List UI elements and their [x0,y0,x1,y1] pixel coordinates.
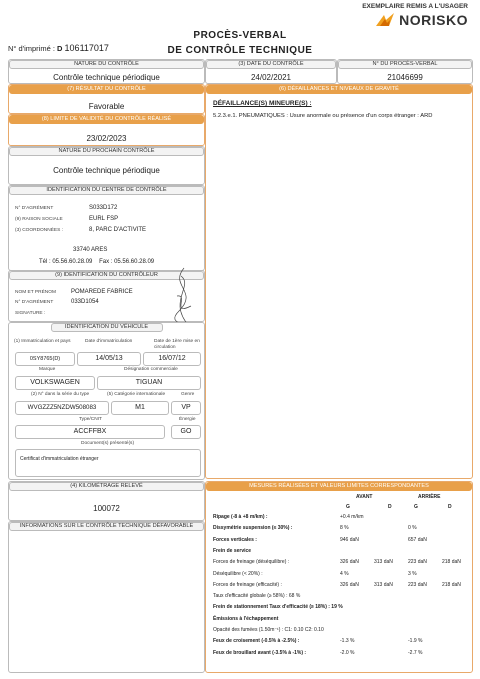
immat-label: (1) Immatriculation et pays [14,339,71,344]
measure-label: Feux de croisement (-0.5% à -2.5%) : [213,638,300,645]
measure-value: 8 % [340,525,349,532]
measure-value: 218 daN [442,559,461,566]
measures-header: MESURES RÉALISÉES ET VALEURS LIMITES CORRESPONDANTES [206,482,472,491]
measure-value: 946 daN [340,536,359,543]
measure-value: -1.9 % [408,638,423,645]
genre-label: Genre [181,392,195,397]
centre-agrement: S033D172 [89,205,118,211]
centre-raison: EURL FSP [89,216,119,222]
vehicle-header: IDENTIFICATION DU VÉHICULE [51,323,163,332]
brand-logo [374,12,468,28]
centre-fax-label: Fax : [99,259,113,265]
measure-value: 657 daN [408,536,427,543]
measure-value: 3 % [408,570,417,577]
vehicle-box [8,322,205,480]
measure-value: 223 daN [408,559,427,566]
defects-panel [205,84,473,479]
measure-value: -2.7 % [408,649,423,656]
controller-header: (9) IDENTIFICATION DU CONTRÔLEUR [9,271,204,280]
arriere-d: D [448,504,452,510]
unfavorable-box [8,521,205,673]
cat-field: M1 [111,401,169,415]
result-box [8,84,205,114]
centre-addr1: 8, PARC D'ACTIVITE [89,227,147,233]
vin-field: WVGZZZ5NZDW508083 [15,401,109,415]
avant-d: D [388,504,392,510]
measure-value: 313 daN [374,559,393,566]
measure-label: Déséquilibre (< 20%) : [213,570,263,577]
print-number-value: 106117017 [64,43,109,53]
defect-item: 5.2.3.e.1. PNEUMATIQUES : Usure anormale ou présence d'un corps étranger : ARD [213,113,433,119]
controller-agrement: 033D1054 [71,299,99,305]
date-value: 24/02/2021 [250,73,292,82]
measure-label: Opacité des fumées (1.50m⁻¹) : C1: 0.10 C2: 0.10 [213,627,324,633]
controller-signature-label: SIGNATURE : [15,311,46,316]
first-circ-field: 16/07/12 [143,352,201,366]
pv-value: 21046699 [387,73,423,82]
measure-value: 0 % [408,525,417,532]
print-number-letter: D [57,44,63,53]
unfavorable-header: INFORMATIONS SUR LE CONTRÔLE TECHNIQUE DÉFAVORABLE [9,522,204,531]
centre-box [8,185,205,271]
model-field: TIGUAN [97,376,201,390]
print-number-label: N° d'imprimé : [8,44,55,53]
centre-fax: 05.56.60.28.09 [114,259,155,265]
measure-label: Feux de brouillard avant (-3.5% à -1%) : [213,649,307,656]
controller-agrement-label: N° D'AGRÉMENT [15,300,54,305]
copy-note: EXEMPLAIRE REMIS A L'USAGER [362,3,468,10]
docs-value: Certificat d'immatriculation étranger [20,456,99,462]
centre-tel-label: Tél : [39,259,51,265]
measure-label: Frein de service [213,547,252,554]
print-number [8,43,109,53]
brand-label: Marque [39,367,56,372]
measure-label: Émissions à l'échappement [213,615,279,622]
model-label: Désignation commerciale [124,367,178,372]
km-header: (4) KILOMÉTRAGE RELEVÉ [9,482,204,491]
measure-label: Forces de freinage (déséquilibre) : [213,559,290,566]
cat-label: (5) Catégorie internationale [107,392,166,397]
controller-name-label: NOM ET PRÉNOM [15,290,56,295]
nature-value: Contrôle technique périodique [53,73,160,82]
measure-value: 223 daN [408,581,427,588]
type-field: ACCFFBX [15,425,165,439]
next-control-header: NATURE DU PROCHAIN CONTRÔLE [9,147,204,156]
first-immat-field: 14/05/13 [77,352,141,366]
avant-header: AVANT [356,494,373,500]
measure-value: -2.0 % [340,649,355,656]
centre-header: IDENTIFICATION DU CENTRE DE CONTRÔLE [9,186,204,195]
validity-header: (8) LIMITE DE VALIDITÉ DU CONTRÔLE RÉALISÉ [9,115,204,124]
km-box [8,481,205,521]
first-circ-label: Date de 1ère mise en circulation [154,339,200,350]
date-header: (3) DATE DU CONTRÔLE [206,60,336,69]
energy-field: GO [171,425,201,439]
title-line1: PROCÈS-VERBAL [193,30,287,41]
controller-box [8,270,205,322]
type-label: Type/CNIT [79,417,102,422]
nature-box [8,59,205,84]
centre-tel: 05.56.60.28.09 [52,259,93,265]
defects-header: (6) DÉFAILLANCES ET NIVEAUX DE GRAVITÉ [206,85,472,94]
measure-label: Forces verticales : [213,536,257,543]
first-immat-label: Date d'immatriculation [85,339,133,344]
result-header: (7) RÉSULTAT DU CONTRÔLE [9,85,204,94]
centre-raison-label: (9) RAISON SOCIALE [15,217,63,222]
measure-value: 313 daN [374,581,393,588]
centre-phone [39,259,154,265]
genre-field: VP [171,401,201,415]
nature-header: NATURE DU CONTRÔLE [9,60,204,69]
measure-value: 218 daN [442,581,461,588]
measure-value: -1.3 % [340,638,355,645]
arriere-g: G [414,504,418,510]
norisko-logo-icon [374,12,396,28]
measure-label: Ripage (-8 à +8 m/km) : [213,514,268,520]
measure-label: Forces de freinage (efficacité) : [213,581,282,588]
title-line2: DE CONTRÔLE TECHNIQUE [167,45,313,56]
vin-label: (2) N° dans la série du type [31,392,90,397]
measure-value: 326 daN [340,559,359,566]
date-box [205,59,337,84]
measure-label: Dissymétrie suspension (≤ 30%) : [213,525,293,532]
km-value: 100072 [93,504,120,513]
energy-label: Énergie [179,417,196,422]
measure-value: 4 % [340,570,349,577]
measure-value: +0.4 m/km [340,514,364,520]
pv-box [337,59,473,84]
validity-box [8,114,205,146]
docs-label: Document(s) présenté(s) [81,441,135,446]
brand-field: VOLKSWAGEN [15,376,95,390]
next-control-value: Contrôle technique périodique [53,166,160,175]
measure-label: Frein de stationnement Taux d'efficacité (≥ 18%) : 19 % [213,604,343,611]
centre-addr2: 33740 ARES [73,247,108,253]
centre-agrement-label: N° D'AGRÉMENT [15,206,54,211]
result-value: Favorable [88,102,125,111]
immat-field: 0SY8765(D) [15,352,75,366]
defects-title: DÉFAILLANCE(S) MINEURE(S) : [213,100,312,107]
avant-g: G [346,504,350,510]
measure-label: Taux d'efficacité globale (≥ 58%) : 68 % [213,593,301,600]
docs-field [15,449,201,477]
centre-coord-label: (3) COORDONNÉES : [15,228,63,233]
next-control-box [8,146,205,185]
validity-value: 23/02/2023 [86,134,127,143]
pv-header: N° DU PROCÈS-VERBAL [338,60,472,69]
brand-name: NORISKO [399,12,468,28]
arriere-header: ARRIÈRE [418,494,441,500]
controller-name: POMAREDE FABRICE [71,289,133,295]
measures-panel [205,481,473,673]
measure-value: 326 daN [340,581,359,588]
